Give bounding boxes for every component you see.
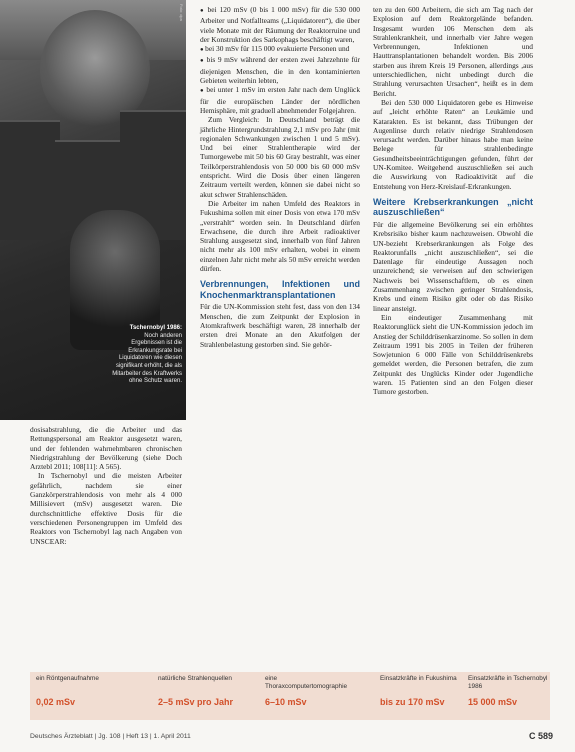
panel-value: 0,02 mSv [36,697,76,707]
paragraph: dosisabstrahlung, die die Arbeiter und das Rettungspersonal am Reaktor ausgesetzt waren, und der fehlenden wahrnehmbaren chronischen Niedrigstrahlung der Bevölkerung (siehe Doch Arztebl 2011; 108[11]: A 565). [30,425,182,472]
panel-label: Einsatzkräfte in Fukushima [380,675,457,682]
column-1 [30,425,182,546]
bullet-item: ● bei 30 mSv für 115 000 evakuierte Personen und [200,44,360,55]
dose-comparison-panel [30,672,550,720]
panel-value: bis zu 170 mSv [380,697,445,707]
panel-label: eine Thoraxcomputertomographie [265,675,348,690]
section-heading: Weitere Krebserkrankungen „nicht auszuschließen“ [373,196,533,218]
paragraph: Für die UN-Kommission steht fest, dass von den 134 Menschen, die zum Zeitpunkt der Explosion in Atomkraftwerk beschäftigt waren, 28 innerhalb der ersten drei Monate an den Akutfolgen der Strahlenbelastung gestorben sind. Sie gehör- [200,302,360,349]
caption-title: Tschernobyl 1986: [129,325,182,331]
paragraph: Zum Vergleich: In Deutschland beträgt die jährliche Hintergrundstrahlung 2,1 mSv pro Jahr (mit regionalen Schwankungen zwischen 1 und 5 mSv). Und bei einer Strahlentherapie wird der Tumorgewebe mit 50 bis 60 Gray bestrahlt, was einer Teilkörperstrahlendosis von 50 000 bis 60 000 mSv entspricht. Wird die Dosis über einen längeren Zeitraum verteilt werden, können sie dabei nicht so akut schwer Strahlenschäden. [200,115,360,199]
panel-label: natürliche Strahlenquellen [158,675,232,682]
paragraph: Ein eindeutiger Zusammenhang mit Reaktorunglück sieht die UN-Kommission jedoch im Anstieg der Schilddrüsenkarzinome. So sollen in dem Zeitraum 1991 bis 2005 in Teilen der früheren Sowjetunion 6 000 Fälle von Schilddrüsenkrebs gemeldet werden, die Personen betrafen, die zum Zeitpunkt des Unglücks Kinder oder Jugendliche waren. 15 Patienten sind an den Folgen dieser Tumore gestorben. [373,312,533,397]
panel-value: 15 000 mSv [468,697,518,707]
photo-credit: Foto: dpa [179,4,184,21]
column-2 [200,5,360,349]
paragraph: Bei den 530 000 Liquidatoren gebe es Hinweise auf „leicht erhöhte Raten“ an Leukämie und Katarakten. Es ist bekannt, dass Trübungen der Augenlinse durch relativ niedrige Strahlendosen verursacht werden. Darüber hinaus habe man keine Belege für strahlenbedingte Gesundheitsbeeinträchtigungen gefunden, führt der UN-Komitee. Weitgehend auszuschließen sei auch die Auswirkung von Radioaktivität auf die Entstehung von Herz-Kreislauf-Erkrankungen. [373,97,533,191]
panel-value: 6–10 mSv [265,697,307,707]
panel-item [265,675,357,707]
panel-item [468,675,548,707]
panel-value: 2–5 mSv pro Jahr [158,697,234,707]
bullet-item: ● bei 120 mSv (0 bis 1 000 mSv) für die 530 000 Arbeiter und Notfallteams („Liquidatoren“), die über viele Monate mit der Räumung der Reaktorruine und der Konstruktion des Sarkophags beschäftigt waren, [200,5,360,44]
panel-item [36,675,128,707]
panel-label: Einsatzkräfte in Tschernobyl 1986 [468,675,548,690]
panel-item [158,675,250,707]
chernobyl-photo [0,0,186,420]
section-heading: Verbrennungen, Infektionen und Knochenmarktransplantationen [200,279,360,300]
paragraph: In Tschernobyl und die meisten Arbeiter gefährlich, nachdem sie einer Ganzkörperstrahlendosis von mehr als 4 000 Millisievert (mSv) ausgesetzt waren. Die durchschnittliche effektive Dosis für die verschiedenen Personengruppen im Umfeld des Reaktors von Tschernobyl lag nach Angaben von UNSCEAR: [30,471,182,546]
page-number: C 589 [528,731,553,741]
footer-text: Deutsches Ärzteblatt | Jg. 108 | Heft 13 | 1. April 2011 [30,733,191,740]
photo-caption [112,325,182,386]
bullet-item: ● bis 9 mSv während der ersten zwei Jahrzehnte für diejenigen Menschen, die in den kontaminierten Gebieten weiterhin lebten, [200,55,360,85]
caption-text: Noch anderen Ergebnissen ist die Erkrankungsrate bei Liquidatoren wie diesen signifikant erhöht, die als Mitarbeiter des Kraftwerks ohne Schutz waren. [112,332,182,385]
paragraph: Die Arbeiter im nahen Umfeld des Reaktors in Fukushima sollen mit einer Dosis von etwa 170 mSv „verstrahlt“ worden sein. In Deutschland dürfen Erwachsene, die durch ihre Arbeit radioaktiver Strahlung ausgesetzt sind, innerhalb von fünf Jahren nicht mehr als 100 mSv erhalten, wobei in einem einzelnen Jahr nicht mehr als 50 mSv erreicht werden dürfen. [200,198,360,274]
panel-label: ein Röntgenaufnahme [36,675,99,682]
paragraph: Für die allgemeine Bevölkerung sei ein erhöhtes Krebsrisiko bisher kaum nachzuweisen. Obwohl die UN-bezieht Krebserkrankungen als Folge des Reaktorunfalls „nicht auszuschließen“, sei die Datenlage für eindeutige Aussagen noch unzureichend; sie verweisen auf den schwierigen Nachweis bei Wissenschaftlern, ob es einen Zusammenhang zwischen geringer Strahlendosis, Krebs und einem Risiko gibt oder ob das Risiko linear ansteigt. [373,219,533,313]
column-3 [373,5,533,397]
panel-item [380,675,460,707]
paragraph: ten zu den 600 Arbeitern, die sich am Tag nach der Explosion auf dem Reaktorgelände befanden. Insgesamt wurden 106 Menschen dem als Strahlenkrankheit, und innerhalb vier Jahre wegen Verbrennungen, Infektionen und Hauttransplantationen behandelt worden. Bis 2006 starben aus ihrem Kreis 19 Personen, allerdings ,aus unterschiedlichen, nicht unbedingt durch die Strahlung verursachten Ursachen“, heißt es in dem Bericht. [373,5,533,98]
bullet-item: ● bei unter 1 mSv im ersten Jahr nach dem Unglück für die europäischen Länder der nördlichen Hemisphäre, mit graduell abnehmender Folgejahren. [200,85,360,115]
